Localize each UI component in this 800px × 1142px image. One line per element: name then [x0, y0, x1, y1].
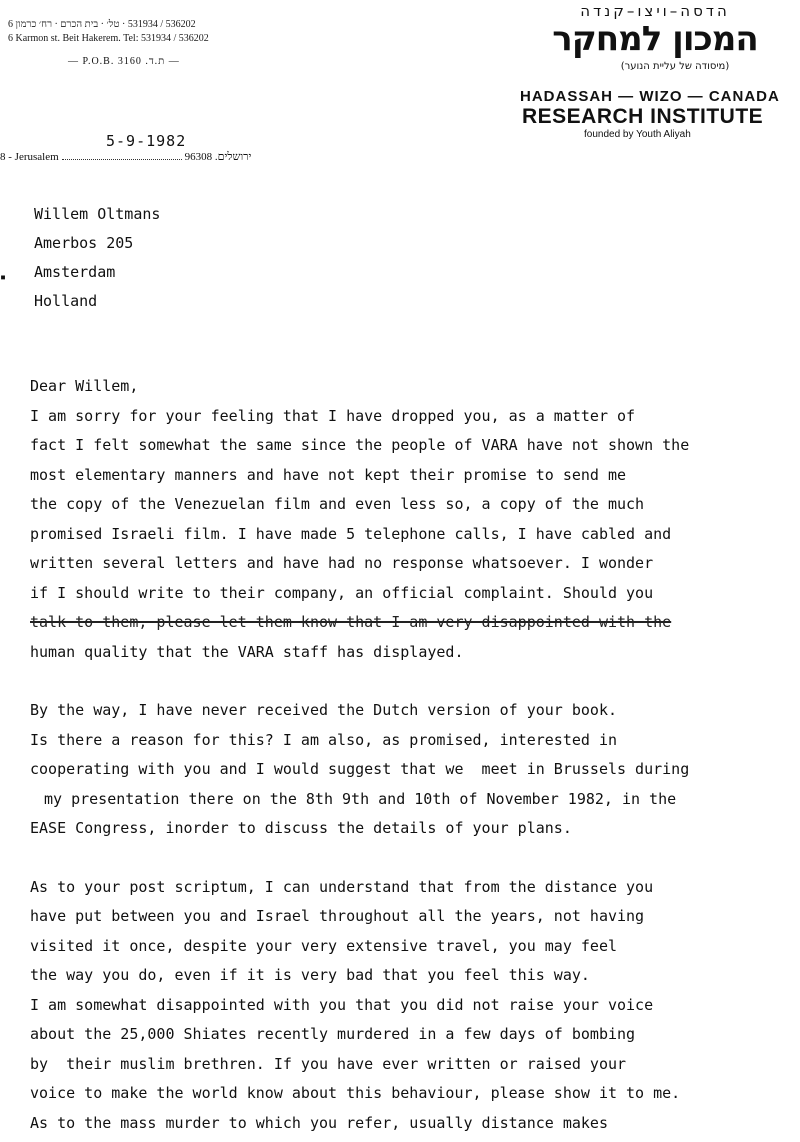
hebrew-org-name: הדסה–ויצו–קנדה: [580, 2, 730, 20]
body-line: As to the mass murder to which you refer, usually distance makes: [30, 1113, 608, 1132]
place-left: 8 - Jerusalem: [0, 151, 59, 163]
body-line: the copy of the Venezuelan film and even less so, a copy of the much: [30, 495, 645, 513]
letter-body: [30, 372, 790, 1138]
english-address: 6 Karmon st. Beit Hakerem. Tel: 531934 / 536202: [8, 33, 209, 44]
hebrew-institute-name: המכון למחקר: [552, 19, 758, 59]
letterhead-institute-block: [510, 2, 800, 141]
body-line: visited it once, despite your very extensive travel, you may feel: [30, 936, 617, 955]
body-line: As to your post scriptum, I can understand that from the distance you: [30, 877, 654, 896]
body-line: fact I felt somewhat the same since the people of VARA have not shown the: [30, 436, 690, 454]
body-line: Is there a reason for this? I am also, as promised, interested in: [30, 730, 617, 749]
recipient-street: Amerbos 205: [34, 234, 134, 252]
body-line: voice to make the world know about this behaviour, please show it to me.: [30, 1084, 681, 1102]
letterhead-address-block: [8, 18, 338, 67]
letter-date: 5-9-1982: [106, 132, 187, 150]
recipient-country: Holland: [34, 292, 98, 310]
english-org-name: HADASSAH — WIZO — CANADA: [520, 88, 780, 105]
english-institute-name: RESEARCH INSTITUTE: [522, 105, 764, 128]
body-line: have put between you and Israel throughout all the years, not having: [30, 907, 645, 925]
body-line: promised Israeli film. I have made 5 telephone calls, I have cabled and: [30, 524, 672, 543]
english-founded-note: founded by Youth Aliyah: [584, 129, 691, 140]
body-line: I am sorry for your feeling that I have dropped you, as a matter of: [30, 406, 636, 425]
paragraph-gap: [30, 844, 790, 873]
body-line: about the 25,000 Shiates recently murdered in a few days of bombing: [30, 1025, 636, 1043]
body-line: the way you do, even if it is very bad that you feel this way.: [30, 966, 590, 984]
body-line: EASE Congress, inorder to discuss the details of your plans.: [30, 819, 572, 837]
body-line: if I should write to their company, an official complaint. Should you: [30, 583, 654, 602]
body-line: by their muslim brethren. If you have ever written or raised your: [30, 1054, 627, 1073]
hebrew-founded-note: (מיסודה של עליית הנוער): [620, 61, 730, 72]
body-line: human quality that the VARA staff has displayed.: [30, 642, 464, 661]
body-line: By the way, I have never received the Dutch version of your book.: [30, 701, 617, 719]
body-line: written several letters and have had no response whatsoever. I wonder: [30, 554, 654, 572]
body-line: cooperating with you and I would suggest that we meet in Brussels during: [30, 760, 690, 778]
place-right: ירושלים. 96308: [184, 151, 252, 163]
recipient-city: Amsterdam: [34, 263, 116, 281]
place-line: [0, 151, 330, 163]
recipient-address: [34, 200, 160, 316]
body-line: my presentation there on the 8th 9th and 10th of November 1982, in the: [44, 789, 677, 808]
salutation: Dear Willem,: [30, 377, 139, 395]
recipient-name: Willem Oltmans: [34, 205, 161, 223]
body-line: I am somewhat disappointed with you that you did not raise your voice: [30, 995, 654, 1014]
paragraph-gap: [30, 667, 790, 696]
body-line: most elementary manners and have not kept their promise to send me: [30, 465, 627, 484]
place-rule: [62, 159, 182, 160]
margin-mark: ▪: [0, 272, 7, 283]
po-box: — P.O.B. 3160 .ת.ד —: [68, 56, 180, 67]
hebrew-address: 536202 / 531934 · טל׳ · בית הכרם · רח׳ כרמון 6: [8, 19, 196, 30]
struck-body-line: talk to them, please let them know that I am very disappointed with the: [30, 613, 672, 631]
